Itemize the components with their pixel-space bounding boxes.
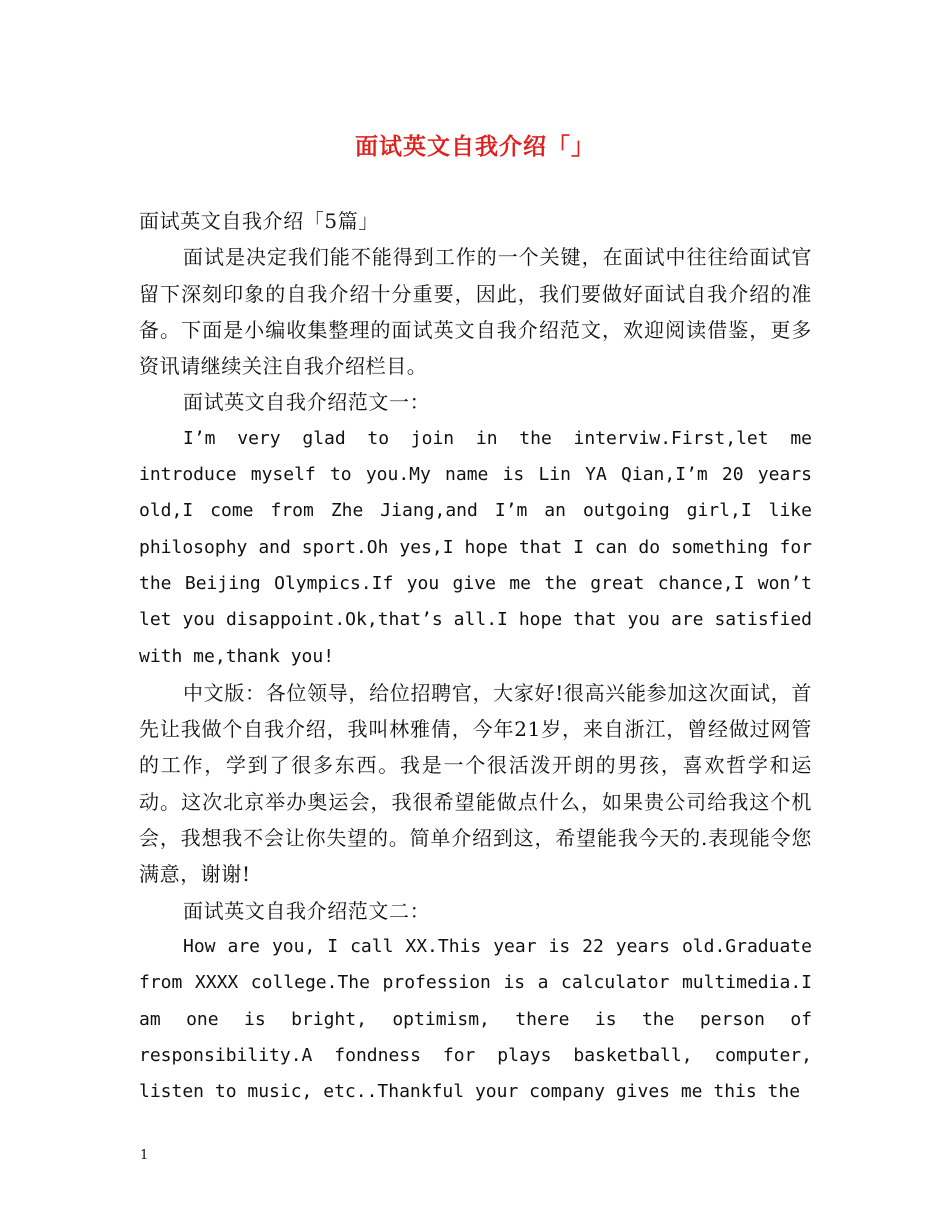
subtitle-paragraph: 面试英文自我介绍「5篇」	[139, 209, 379, 233]
sample-two-heading: 面试英文自我介绍范文二：	[183, 898, 431, 923]
document-title: 面试英文自我介绍「」	[355, 134, 595, 160]
intro-paragraph: 面试是决定我们能不能得到工作的一个关键，在面试中往往给面试官留下深刻印象的自我介绍十分重要，因此，我们要做好面试自我介绍的准备。下面是小编收集整理的面试英文自我介绍范文，欢迎阅读借鉴，更多资讯请继续关注自我介绍栏目。	[139, 245, 812, 379]
page-number: 1	[140, 1148, 149, 1163]
sample-one-english-paragraph: I’m very glad to join in the interviw.First,let me introduce myself to you.My name is Lin YA Qian,I’m 20 years old,I come from Zhe Jiang,and I’m an outgoing girl,I like philosophy and sport.Oh yes,I hope that I can do something for the Beijing Olympics.If you give me the great chance,I won’t let you disappoint.Ok,that’s all.I hope that you are satisfied with me,thank you!	[139, 427, 812, 667]
sample-two-english-paragraph: How are you, I call XX.This year is 22 years old.Graduate from XXXX college.The profession is a calculator multimedia.I am one is bright, optimism, there is the person of responsibility.A fondness for plays basketball, computer, listen to music, etc..Thankful your company gives me this the	[139, 935, 812, 1103]
sample-one-chinese-paragraph: 中文版：各位领导，给位招聘官，大家好!很高兴能参加这次面试，首先让我做个自我介绍，我叫林雅倩，今年21岁，来自浙江，曾经做过网管的工作，学到了很多东西。我是一个很活泼开朗的男孩，喜欢哲学和运动。这次北京举办奥运会，我很希望能做点什么，如果贵公司给我这个机会，我想我不会让你失望的。简单介绍到这，希望能我今天的.表现能令您满意，谢谢!	[139, 680, 812, 887]
document-body	[139, 203, 812, 1110]
sample-one-heading: 面试英文自我介绍范文一：	[183, 390, 431, 415]
